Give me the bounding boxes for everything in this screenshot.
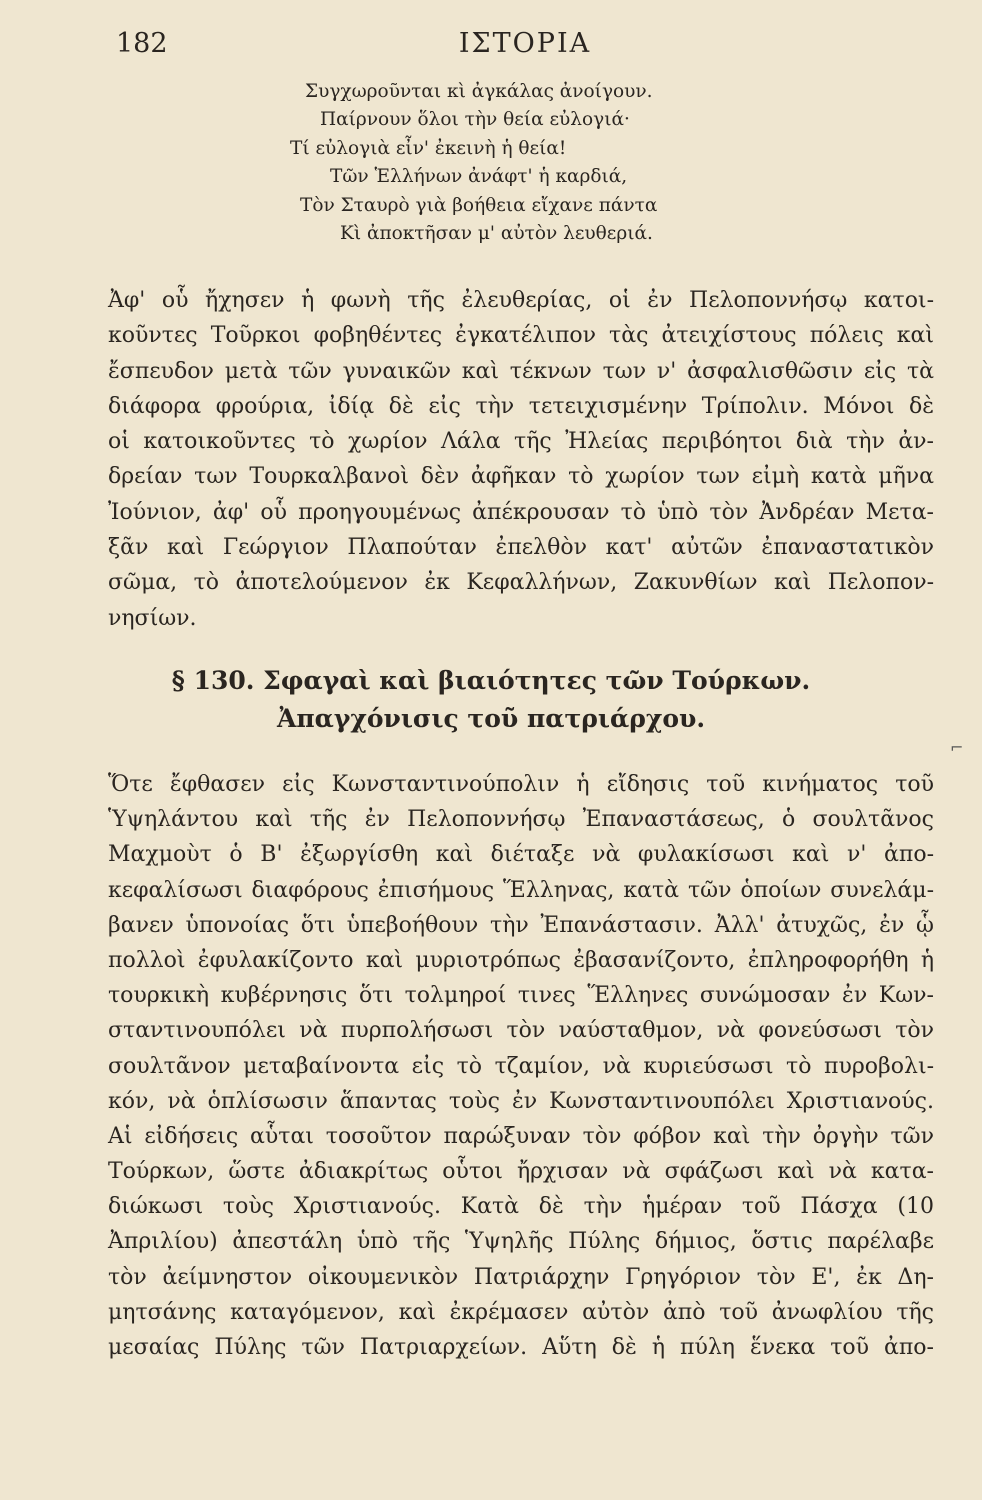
text-line: Αἱ εἰδήσεις αὗται τοσοῦτον παρώξυναν τὸν φόβον καὶ τὴν ὀργὴν τῶν	[108, 1123, 934, 1149]
running-title: ΙΣΤΟΡΙΑ	[458, 28, 592, 59]
text-line: κεφαλίσωσι διαφόρους ἐπισήμους Ἕλληνας, κατὰ τῶν ὁποίων συνελάμ-	[108, 877, 934, 903]
text-line: πολλοὶ ἐφυλακίζοντο καὶ μυριοτρόπως ἐβασανίζοντο, ἐπληροφορήθη ἡ	[108, 947, 934, 973]
text-line: διάφορα φρούρια, ἰδίᾳ δὲ εἰς τὴν τετειχισμένην Τρίπολιν. Μόνοι δὲ	[108, 393, 934, 419]
text-line: Ἰούνιον, ἀφ' οὗ προηγουμένως ἀπέκρουσαν τὸ ὑπὸ τὸν Ἀνδρέαν Μετα-	[108, 499, 934, 525]
text-line: ἔσπευδον μετὰ τῶν γυναικῶν καὶ τέκνων των ν' ἀσφαλισθῶσιν εἰς τὰ	[108, 358, 934, 384]
text-line: τὸν ἀείμνηστον οἰκουμενικὸν Πατριάρχην Γρηγόριον τὸν Ε', ἐκ Δη-	[108, 1264, 934, 1290]
text-line: Μαχμοὺτ ὁ Β' ἐξωργίσθη καὶ διέταξε νὰ φυλακίσωσι καὶ ν' ἀπο-	[108, 842, 934, 868]
text-line: σῶμα, τὸ ἀποτελούμενον ἐκ Κεφαλλήνων, Ζακυνθίων καὶ Πελοπον-	[108, 570, 934, 596]
paragraph-1	[108, 283, 934, 636]
text-line: σταντινουπόλει νὰ πυρπολήσωσι τὸν ναύσταθμον, νὰ φονεύσωσι τὸν	[108, 1018, 934, 1044]
poem-line: Τῶν Ἑλλήνων ἀνάφτ' ἡ καρδιά,	[330, 166, 628, 188]
margin-mark: ⌐	[950, 738, 964, 757]
page-header	[110, 28, 940, 68]
paragraph-2	[108, 767, 934, 1365]
text-line: κόν, νὰ ὁπλίσωσιν ἅπαντας τοὺς ἐν Κωνσταντινουπόλει Χριστιανούς.	[108, 1088, 934, 1114]
section-heading: § 130. Σφαγαὶ καὶ βιαιότητες τῶν Τούρκων.	[171, 666, 811, 695]
text-line: νησίων.	[108, 605, 197, 631]
text-line: κοῦντες Τοῦρκοι φοβηθέντες ἐγκατέλιπον τὰς ἀτειχίστους πόλεις καὶ	[108, 323, 934, 349]
text-line: σουλτᾶνον μεταβαίνοντα εἰς τὸ τζαμίον, νὰ κυριεύσωσι τὸ πυροβολι-	[108, 1053, 934, 1079]
text-line: ξᾶν καὶ Γεώργιον Πλαπούταν ἐπελθὸν κατ' αὐτῶν ἐπαναστατικὸν	[108, 535, 934, 561]
section-subheading: Ἀπαγχόνισις τοῦ πατριάρχου.	[276, 704, 706, 733]
poem-line: Τί εὐλογιὰ εἶν' ἐκεινὴ ἡ θεία!	[290, 137, 567, 159]
poem-line: Παίρνουν ὅλοι τὴν θεία εὐλογιά·	[320, 109, 630, 131]
poem-line: Κὶ ἀποκτῆσαν μ' αὐτὸν λευθεριά.	[340, 223, 653, 244]
poem-line: Συγχωροῦνται κὶ ἀγκάλας ἀνοίγουν.	[305, 81, 653, 102]
text-line: οἱ κατοικοῦντες τὸ χωρίον Λάλα τῆς Ἠλείας περιβόητοι διὰ τὴν ἀν-	[108, 429, 934, 455]
text-line: Τούρκων, ὥστε ἀδιακρίτως οὗτοι ἤρχισαν νὰ σφάζωσι καὶ νὰ κατα-	[108, 1159, 934, 1185]
text-line: Ἀπριλίου) ἀπεστάλη ὑπὸ τῆς Ὑψηλῆς Πύλης δήμιος, ὅστις παρέλαβε	[108, 1229, 934, 1255]
text-line: τουρκικὴ κυβέρνησις ὅτι τολμηροί τινες Ἕλληνες συνώμοσαν ἐν Κων-	[108, 983, 934, 1009]
text-line: Ὑψηλάντου καὶ τῆς ἐν Πελοποννήσῳ Ἐπαναστάσεως, ὁ σουλτᾶνος	[108, 807, 934, 833]
text-line: βανεν ὑπονοίας ὅτι ὑπεβοήθουν τὴν Ἐπανάστασιν. Ἀλλ' ἀτυχῶς, ἐν ᾧ	[108, 912, 934, 938]
poem-line: Τὸν Σταυρὸ γιὰ βοήθεια εἴχανε πάντα	[300, 194, 658, 216]
page-number: 182	[116, 28, 168, 59]
text-line: δρείαν των Τουρκαλβανοὶ δὲν ἀφῆκαν τὸ χωρίον των εἰμὴ κατὰ μῆνα	[108, 464, 934, 490]
text-line: μεσαίας Πύλης τῶν Πατριαρχείων. Αὕτη δὲ ἡ πύλη ἕνεκα τοῦ ἀπο-	[108, 1335, 934, 1360]
text-line: Ὅτε ἔφθασεν εἰς Κωνσταντινούπολιν ἡ εἴδησις τοῦ κινήματος τοῦ	[108, 772, 934, 797]
text-line: Ἀφ' οὗ ἤχησεν ἡ φωνὴ τῆς ἐλευθερίας, οἱ ἐν Πελοποννήσῳ κατοι-	[108, 288, 934, 313]
text-line: διώκωσι τοὺς Χριστιανούς. Κατὰ δὲ τὴν ἡμέραν τοῦ Πάσχα (10	[108, 1194, 934, 1220]
text-line: μητσάνης καταγόμενον, καὶ ἐκρέμασεν αὐτὸν ἀπὸ τοῦ ἀνωφλίου τῆς	[108, 1299, 934, 1325]
